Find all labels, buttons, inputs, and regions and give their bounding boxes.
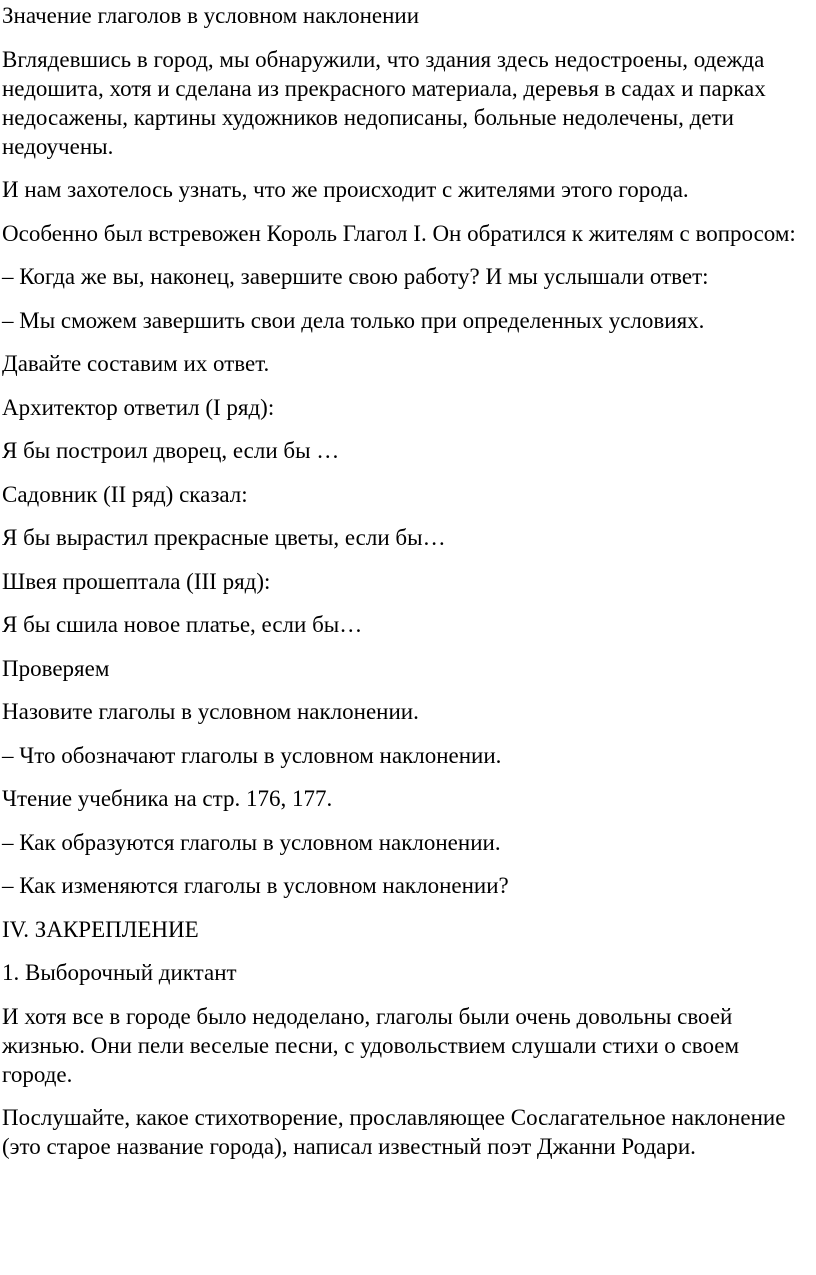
story-paragraph: Вглядевшись в город, мы обнаружили, что здания здесь недостроены, одежда недошита, хотя и сделана из прекрасного материала, деревья в садах и парках недосажены, картины художников недописаны, больные недолечены, дети недоучены. <box>2 46 766 159</box>
task-paragraph: Я бы сшила новое платье, если бы… <box>2 612 363 637</box>
dialogue-line: – Когда же вы, наконец, завершите свою работу? И мы услышали ответ: <box>2 264 709 289</box>
story-paragraph: И нам захотелось узнать, что же происходит с жителями этого города. <box>2 177 689 202</box>
task-paragraph: Я бы построил дворец, если бы … <box>2 438 340 463</box>
question-paragraph: – Как изменяются глаголы в условном наклонении? <box>2 873 509 898</box>
story-paragraph: Послушайте, какое стихотворение, прославляющее Сослагательное наклонение (это старое название города), написал известный поэт Джанни Родари. <box>2 1105 786 1159</box>
task-paragraph: Давайте составим их ответ. <box>2 351 270 376</box>
question-paragraph: – Как образуются глаголы в условном наклонении. <box>2 829 501 855</box>
task-paragraph: Садовник (II ряд) сказал: <box>2 481 248 507</box>
dialogue-line: – Мы сможем завершить свои дела только при определенных условиях. <box>2 307 705 333</box>
task-paragraph: Проверяем <box>2 655 110 681</box>
task-paragraph: Архитектор ответил (I ряд): <box>2 394 275 420</box>
story-paragraph: И хотя все в городе было недоделано, глаголы были очень довольны своей жизнью. Они пели веселые песни, с удовольствием слушали стихи о своем городе. <box>2 1003 739 1087</box>
question-paragraph: Чтение учебника на стр. 176, 177. <box>2 786 333 811</box>
question-paragraph: – Что обозначают глаголы в условном наклонении. <box>2 742 502 768</box>
document-page <box>0 1 816 1275</box>
task-paragraph: Швея прошептала (III ряд): <box>2 568 271 594</box>
story-paragraph: Особенно был встревожен Король Глагол I. Он обратился к жителям с вопросом: <box>2 220 796 246</box>
subsection-heading: 1. Выборочный диктант <box>2 960 237 985</box>
section-heading: IV. ЗАКРЕПЛЕНИЕ <box>2 916 199 942</box>
document-title: Значение глаголов в условном наклонении <box>2 3 420 28</box>
question-paragraph: Назовите глаголы в условном наклонении. <box>2 699 419 724</box>
task-paragraph: Я бы вырастил прекрасные цветы, если бы… <box>2 525 446 550</box>
